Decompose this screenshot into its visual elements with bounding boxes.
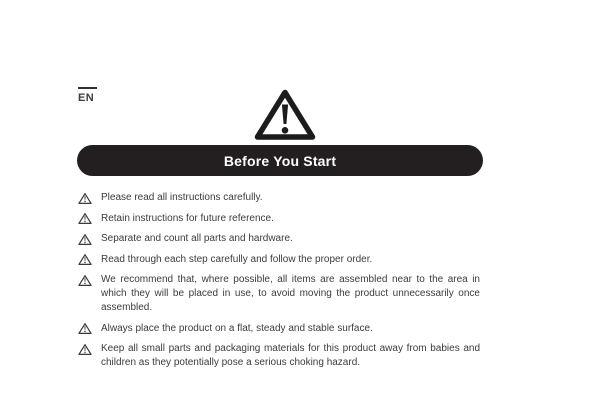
warning-triangle-icon [78,253,92,266]
list-item [78,342,482,370]
warning-text: Always place the product on a flat, steady and stable surface. [101,322,373,334]
language-tag-label: EN [78,92,95,104]
warnings-list [78,191,482,377]
warning-text: Read through each step carefully and follow the proper order. [101,253,373,265]
warning-text: Keep all small parts and packaging materials for this product away from babies and children as they potentially pose a serious choking hazard. [101,343,480,368]
warning-text: Please read all instructions carefully. [101,192,263,203]
warning-triangle-icon [78,233,92,246]
warning-triangle-icon [78,212,92,225]
warning-triangle-icon [78,322,92,335]
warning-triangle-icon [78,343,92,356]
list-item [78,212,482,226]
warning-triangle-icon [253,88,317,142]
list-item [78,191,482,205]
list-item [78,273,482,315]
list-item [78,322,482,336]
section-banner-title: Before You Start [223,152,337,169]
warning-text: Retain instructions for future reference. [101,212,274,224]
section-banner [77,145,483,176]
warning-triangle-icon [78,192,92,205]
list-item [78,253,482,267]
language-tag [78,87,97,104]
warning-triangle-icon [78,274,92,287]
list-item [78,232,482,246]
warning-text: Separate and count all parts and hardware. [101,233,293,244]
language-tag-overline [78,87,97,89]
warning-text: We recommend that, where possible, all items are assembled near to the area in which they will be placed in use, to avoid moving the product unnecessarily once assembled. [101,274,480,313]
